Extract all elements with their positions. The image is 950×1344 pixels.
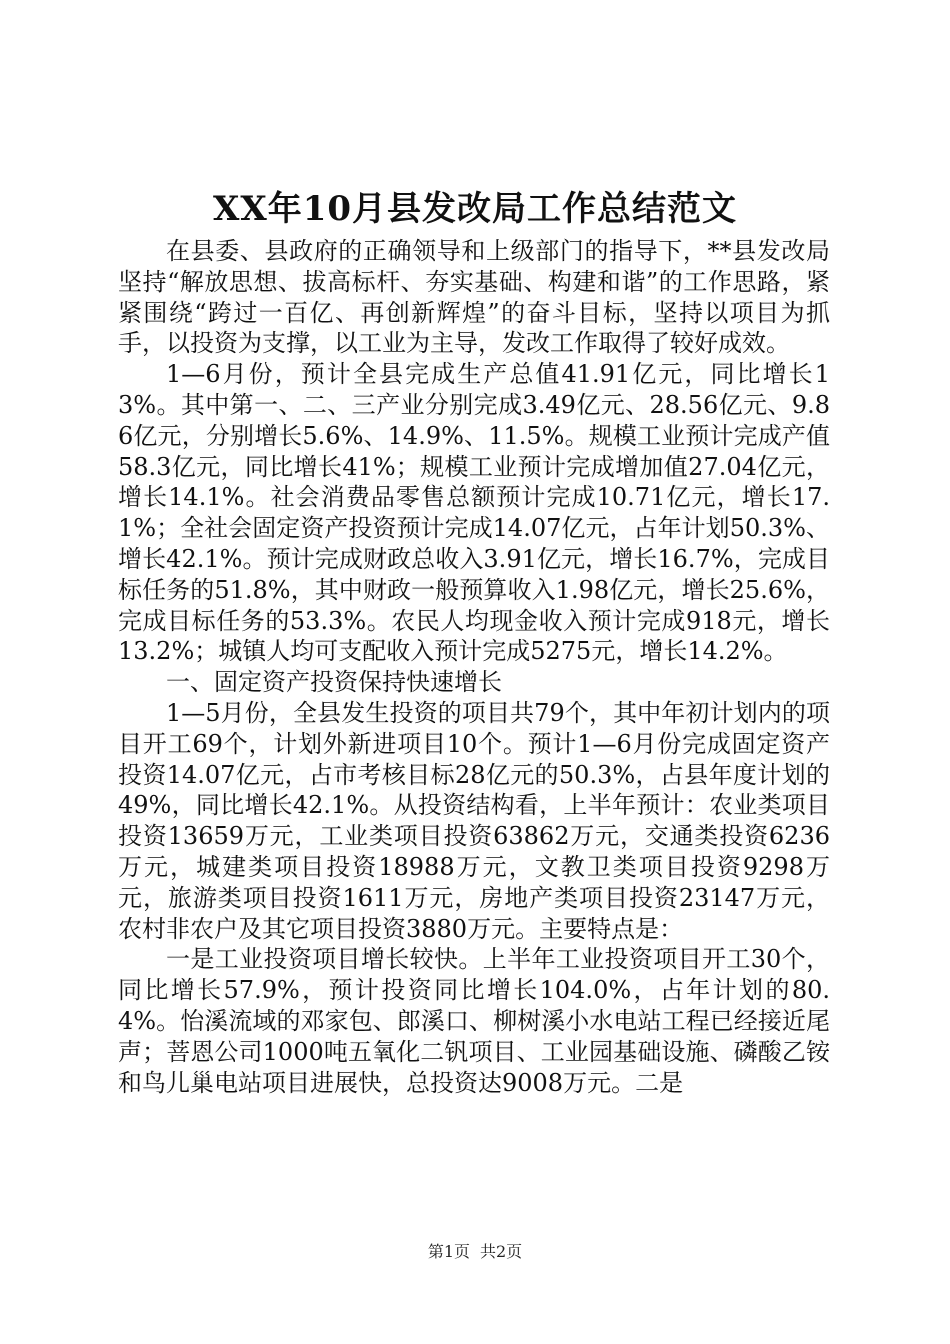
paragraph-industry: 一是工业投资项目增长较快。上半年工业投资项目开工30个，同比增长57.9%，预计投资同比增长104.0%，占年计划的80.4%。怡溪流域的邓家包、郎溪口、柳树溪小水电站工程已经接近尾声；菩恩公司1000吨五氧化二钒项目、工业园基础设施、磷酸乙铵和鸟儿巢电站项目进展快，总投资达9008万元。二是	[118, 945, 830, 1097]
paragraph-summary: 1—6月份，预计全县完成生产总值41.91亿元，同比增长13%。其中第一、二、三产业分别完成3.49亿元、28.56亿元、9.86亿元，分别增长5.6%、14.9%、11.5%。规模工业预计完成产值58.3亿元，同比增长41%；规模工业预计完成增加值27.04亿元，增长14.1%。社会消费品零售总额预计完成10.71亿元，增长17.1%；全社会固定资产投资预计完成14.07亿元，占年计划50.3%、增长42.1%。预计完成财政总收入3.91亿元，增长16.7%，完成目标任务的51.8%，其中财政一般预算收入1.98亿元，增长25.6%，完成目标任务的53.3%。农民人均现金收入预计完成918元，增长13.2%；城镇人均可支配收入预计完成5275元，增长14.2%。	[118, 360, 830, 666]
section-heading: 一、固定资产投资保持快速增长	[166, 668, 502, 697]
document-body	[118, 236, 830, 1098]
paragraph-investment: 1—5月份，全县发生投资的项目共79个，其中年初计划内的项目开工69个，计划外新进项目10个。预计1—6月份完成固定资产投资14.07亿元，占市考核目标28亿元的50.3%，占县年度计划的49%，同比增长42.1%。从投资结构看，上半年预计：农业类项目投资13659万元，工业类项目投资63862万元，交通类投资6236万元，城建类项目投资18988万元，文教卫类项目投资9298万元，旅游类项目投资1611万元，房地产类项目投资23147万元，农村非农户及其它项目投资3880万元。主要特点是：	[118, 698, 830, 943]
paragraph-intro: 在县委、县政府的正确领导和上级部门的指导下，**县发改局坚持“解放思想、拔高标杆、夯实基础、构建和谐”的工作思路，紧紧围绕“跨过一百亿、再创新辉煌”的奋斗目标，坚持以项目为抓手，以投资为支撑，以工业为主导，发改工作取得了较好成效。	[118, 237, 830, 358]
page-footer	[0, 1241, 950, 1263]
page-number: 第1页	[427, 1242, 470, 1261]
page-total: 共2页	[480, 1242, 523, 1261]
document-title: XX年10月县发改局工作总结范文	[212, 189, 738, 229]
